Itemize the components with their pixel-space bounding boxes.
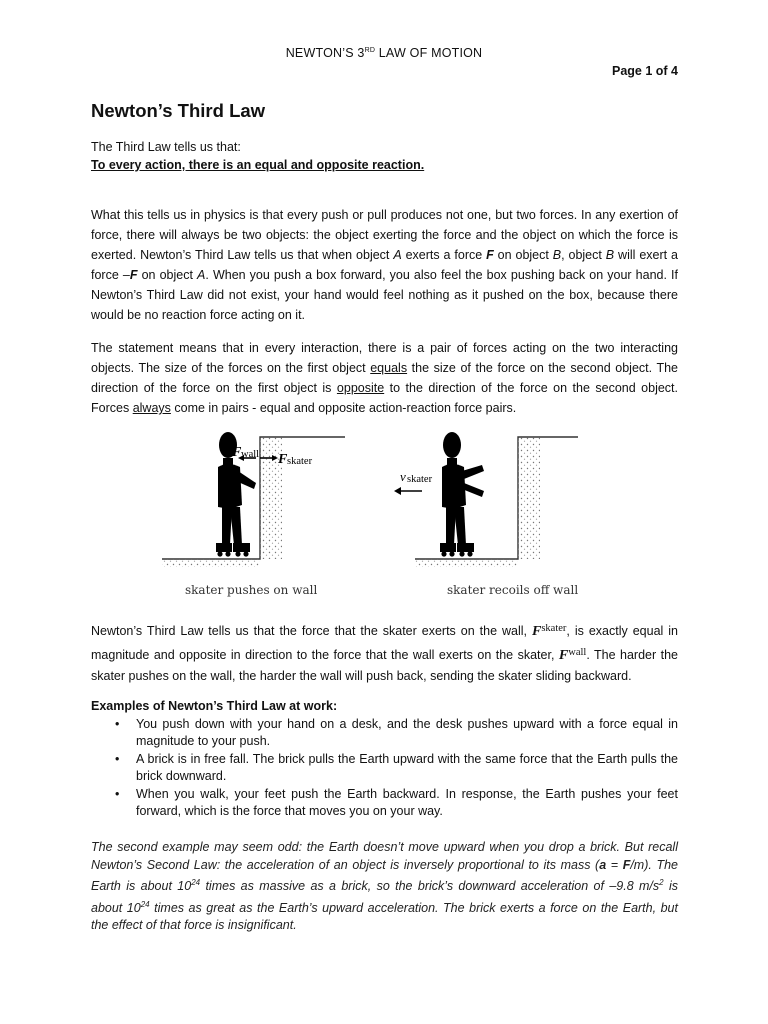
italic-note: The second example may seem odd: the Earth doesn’t move upward when you drop a brick. But recall Newton’s Second Law: the acceleration of an object is inversely proportional to its mass (a = F/m). The Earth is about $10^{24}$ times as massive as a brick, so the brick’s downward acceleration of –9.8 $m/s^2$ is about $10^{24}$ times as great as the Earth’s upward acceleration. The brick exerts a force on the Earth, but the effect of that force is insignificant. xyxy=(91,840,678,933)
symbol-f-wall: F xyxy=(558,648,569,663)
label-v-skater-subscript: skater xyxy=(407,474,433,485)
symbol-f-skater: F xyxy=(531,624,542,639)
label-v-skater: v xyxy=(400,469,406,484)
examples-list xyxy=(91,716,678,821)
list-item: • You push down with your hand on a desk, and the desk pushes upward with a force equal in magnitude to your push. xyxy=(91,716,678,750)
right-scene xyxy=(394,432,578,567)
paragraph-force-pairs: The statement means that in every interaction, there is a pair of forces acting on the two interacting objects. The size of the forces on the first object equals the size of the force on the second object. The direction of the force on the first object is opposite to the direction of the force on the second object. Forces always come in pairs - equal and opposite action-reaction force pairs. xyxy=(91,341,678,415)
intro-line: The Third Law tells us that: xyxy=(91,140,241,154)
skater-figure xyxy=(160,425,580,605)
label-f-skater-subscript: skater xyxy=(287,456,313,467)
label-f-wall: F xyxy=(232,445,242,460)
caption-left: skater pushes on wall xyxy=(185,583,318,597)
left-floor-texture xyxy=(162,559,260,567)
right-floor-texture xyxy=(415,559,518,567)
examples-heading: Examples of Newton’s Third Law at work: xyxy=(91,699,338,713)
right-wall-texture xyxy=(518,437,540,559)
label-f-skater: F xyxy=(278,452,288,467)
list-item: • A brick is in free fall. The brick pulls the Earth upward with the same force that the Earth pulls the brick downward. xyxy=(91,751,678,785)
header-title: NEWTON’S 3 xyxy=(285,46,365,60)
header-title-rest: LAW OF MOTION xyxy=(375,46,483,60)
caption-right: skater recoils off wall xyxy=(447,583,579,597)
list-item: • When you walk, your feet push the Earth backward. In response, the Earth pushes your feet forward, which is the force that moves you on your way. xyxy=(91,786,678,820)
page-number: Page 1 of 4 xyxy=(612,64,678,78)
left-scene xyxy=(162,432,345,567)
label-f-wall-subscript: wall xyxy=(241,449,260,460)
skater-recoiling xyxy=(440,432,484,557)
page-title: Newton’s Third Law xyxy=(91,100,266,121)
header-superscript: RD xyxy=(364,46,376,54)
running-header xyxy=(0,46,768,60)
intro-paragraph xyxy=(91,138,678,174)
paragraph-skater: Newton’s Third Law tells us that the force that the skater exerts on the wall, $F^{skater}$, is exactly equal in magnitude and opposite in direction to the force that the wall exerts on the skater, $F^{wall}$. The harder the skater pushes on the wall, the harder the wall will push back, sending the skater sliding backward. xyxy=(91,623,679,683)
right-wall-outline xyxy=(415,437,578,559)
paragraph-explanation: What this tells us in physics is that every push or pull produces not one, but two forces. In any exertion of force, there will always be two objects: the object exerting the force and the object on which the force is exerted. Newton’s Third Law tells us that when object A exerts a force F on object B, object B will exert a force –F on object A. When you push a box forward, you also feel the box pushing back on your hand. If Newton’s Third Law did not exist, your hand would feel nothing as it pushed on the box, because there would be no reaction force acting on it. xyxy=(91,208,679,322)
law-statement: To every action, there is an equal and opposite reaction. xyxy=(91,158,425,172)
